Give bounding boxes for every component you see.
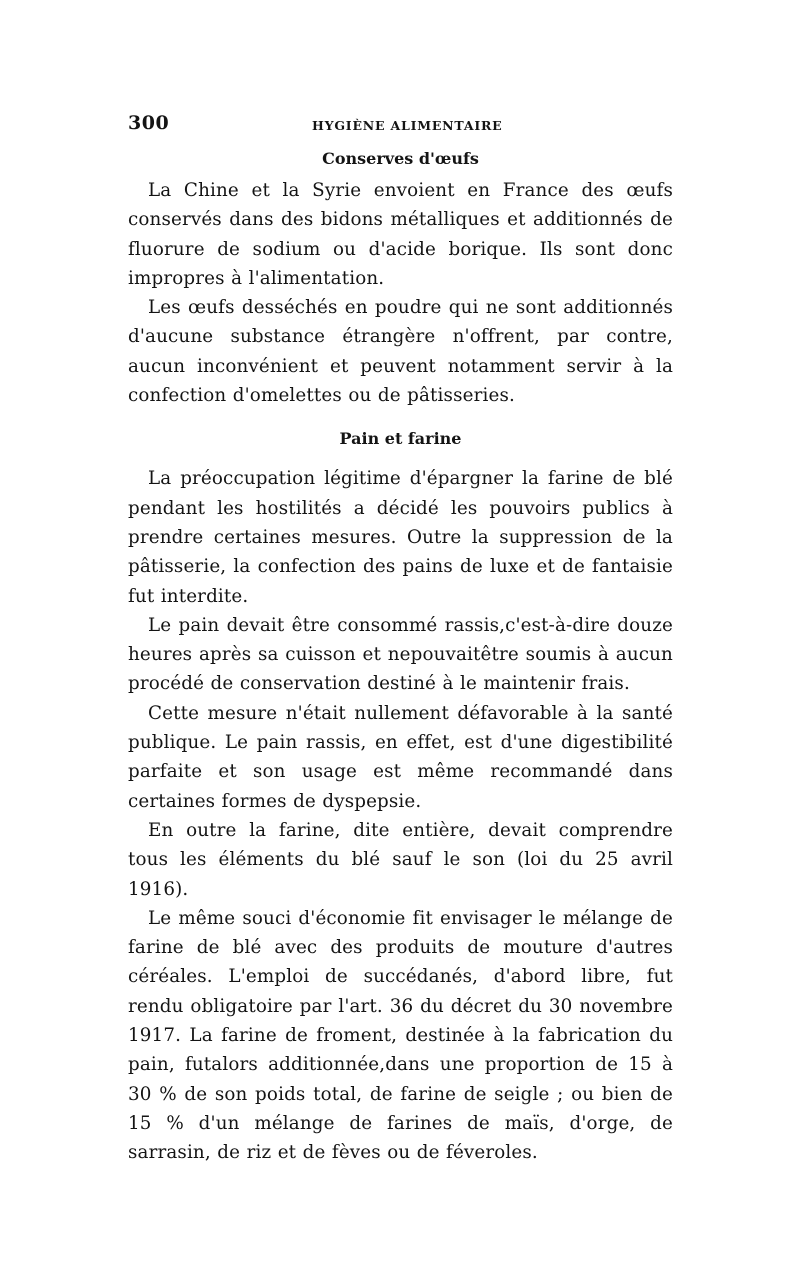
paragraph: Cette mesure n'était nullement défavorable à la santé publique. Le pain rassis, en effet, est d'une digestibilité parfaite et son usage est même recommandé dans certaines formes de dyspepsie.	[128, 702, 673, 812]
paragraph: La préoccupation légitime d'épargner la farine de blé pendant les hostilités a décidé les pouvoirs publics à prendre certaines mesures. Outre la suppression de la pâtisserie, la confection des pains de luxe et de fantaisie fut interdite.	[128, 468, 673, 607]
paragraph: Le même souci d'économie fit envisager le mélange de farine de blé avec des produits de mouture d'autres céréales. L'emploi de succédanés, d'abord libre, fut rendu obligatoire par l'art. 36 du décret du 30 novembre 1917. La farine de froment, destinée à la fabrication du pain, futalors additionnée,dans une proportion de 15 à 30 % de son poids total, de farine de seigle ; ou bien de 15 % d'un mélange de farines de maïs, d'orge, de sarrasin, de riz et de fèves ou de féveroles.	[128, 907, 673, 1164]
running-header	[128, 108, 673, 140]
section-heading: Pain et farine	[339, 429, 462, 449]
paragraph: La Chine et la Syrie envoient en France des œufs conservés dans des bidons métalliques et additionnés de fluorure de sodium ou d'acide borique. Ils sont donc impropres à l'alimentation.	[128, 180, 673, 289]
running-title: HYGIÈNE ALIMENTAIRE	[312, 118, 503, 133]
section-conserves-oeufs	[128, 142, 673, 410]
page-number: 300	[128, 112, 170, 134]
section-pain-et-farine	[128, 422, 673, 1167]
section-heading: Conserves d'œufs	[322, 149, 479, 168]
paragraph: En outre la farine, dite entière, devait comprendre tous les éléments du blé sauf le son (loi du 25 avril 1916).	[128, 819, 673, 900]
paragraph: Le pain devait être consommé rassis,c'est-à-dire douze heures après sa cuisson et nepouvaitêtre soumis à aucun procédé de conservation destiné à le maintenir frais.	[128, 614, 673, 695]
paragraph: Les œufs desséchés en poudre qui ne sont additionnés d'aucune substance étrangère n'offrent, par contre, aucun inconvénient et peuvent notamment servir à la confection d'omelettes ou de pâtisseries.	[128, 297, 673, 407]
book-page	[128, 108, 673, 1168]
